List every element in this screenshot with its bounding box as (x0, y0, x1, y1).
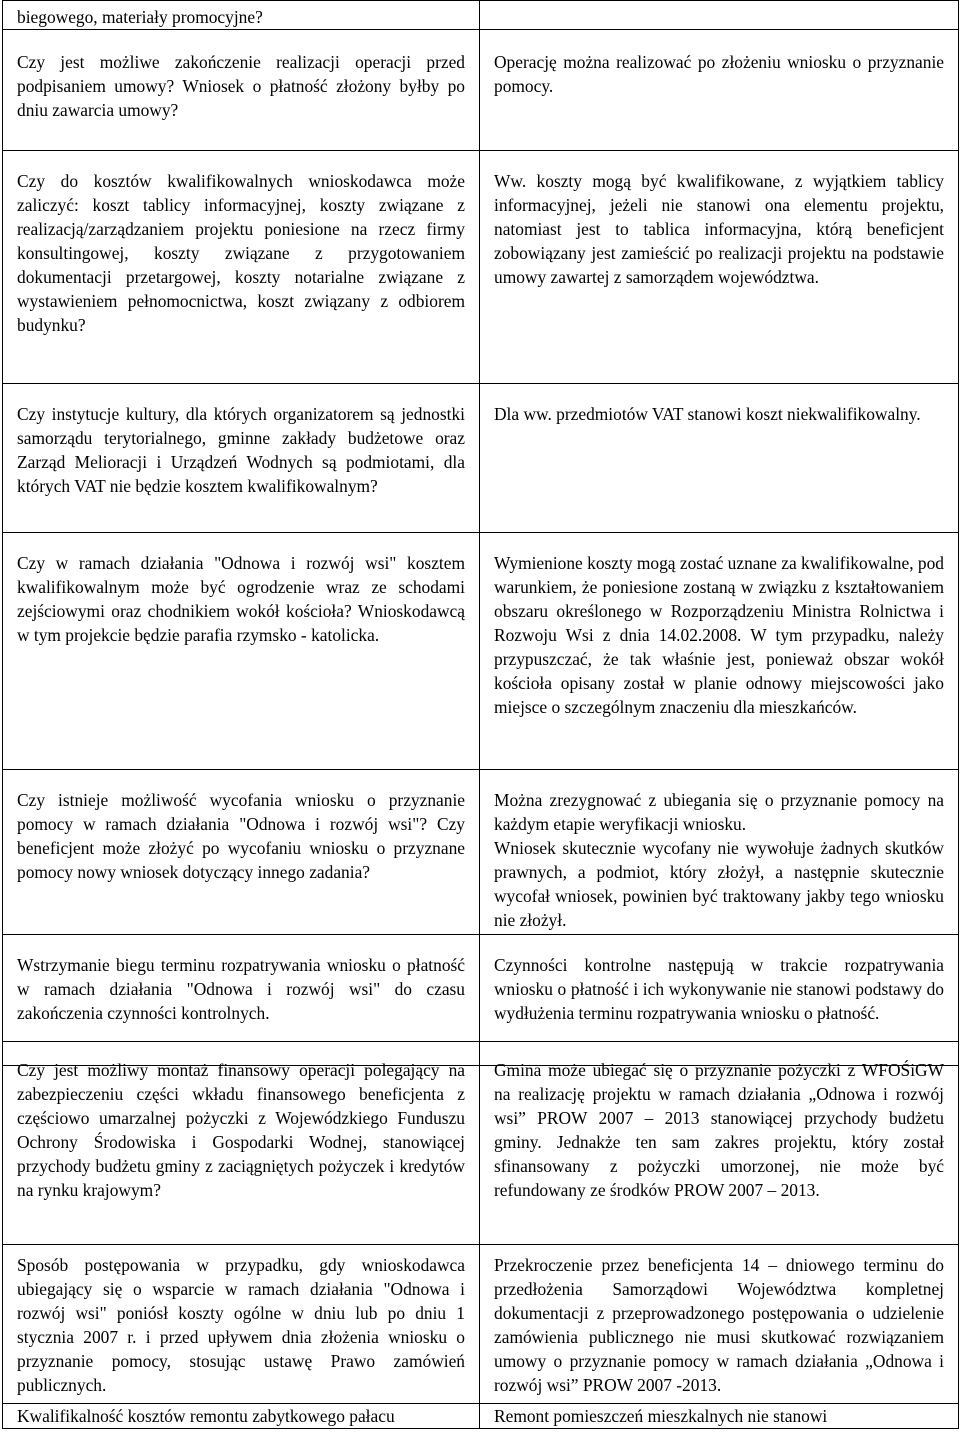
table-row (3, 30, 959, 151)
answer-text: Gmina może ubiegać się o przyznanie pożyczki z WFOŚiGW na realizację projektu w ramach działania „Odnowa i rozwój wsi” PROW 2007 – 2013 stanowiącej przychody budżetu gminy. Jednakże ten sam zakres projektu, który został sfinansowany z pożyczki umorzonej, nie może być refundowany ze środków PROW 2007 – 2013. (494, 1060, 944, 1200)
answer-text: Wymienione koszty mogą zostać uznane za kwalifikowalne, pod warunkiem, że poniesione zostaną w związku z kształtowaniem obszaru określonego w Rozporządzeniu Ministra Rolnictwa i Rozwoju Wsi z dnia 14.02.2008. W tym przypadku, należy przypuszczać, że tak właśnie jest, ponieważ obszar wokół kościoła opisany został w planie odnowy miejscowości jako miejsce o szczególnym znaczeniu dla mieszkańców. (494, 553, 944, 717)
answer-text: Operację można realizować po złożeniu wniosku o przyznanie pomocy. (494, 52, 944, 96)
answer-cell (480, 1, 959, 30)
question-text: Czy do kosztów kwalifikowalnych wnioskodawca może zaliczyć: koszt tablicy informacyjnej, koszty związane z realizacją/zarządzaniem projektu poniesione na rzecz firmy konsultingowej, koszty związane z przygotowaniem dokumentacji przetargowej, koszty notarialne związane z wystawieniem pełnomocnictwa, koszt związany z odbiorem budynku? (17, 171, 465, 335)
question-cell (3, 1404, 480, 1429)
question-cell (3, 384, 480, 533)
table-row (3, 384, 959, 533)
answer-text: Przekroczenie przez beneficjenta 14 – dniowego terminu do przedłożenia Samorządowi Województwa kompletnej dokumentacji z przeprowadzonego postępowania o udzielenie zamówienia publicznego nie musi skutkować rozwiązaniem umowy o przyznanie pomocy w ramach działania „Odnowa i rozwój wsi” PROW 2007 -2013. (494, 1255, 944, 1395)
answer-cell (480, 1404, 959, 1429)
qa-table-bottom (2, 1041, 959, 1429)
question-text: Czy jest możliwe zakończenie realizacji operacji przed podpisaniem umowy? Wniosek o płatność złożony byłby po dniu zawarcia umowy? (17, 52, 465, 120)
question-text: biegowego, materiały promocyjne? (17, 7, 263, 27)
table-row (3, 1, 959, 30)
answer-text-2: Wniosek skutecznie wycofany nie wywołuje żadnych skutków prawnych, a podmiot, który złożył, a następnie skutecznie wycofał wniosek, powinien być traktowany jakby tego wniosku nie złożył. (494, 838, 944, 930)
question-cell (3, 533, 480, 770)
answer-text: Ww. koszty mogą być kwalifikowane, z wyjątkiem tablicy informacyjnej, jeżeli nie stanowi ona elementu projektu, natomiast jest to tablica informacyjna, którą beneficjent zobowiązany jest zamieścić po realizacji projektu na podstawie umowy zawartej z samorządem województwa. (494, 171, 944, 287)
answer-cell (480, 384, 959, 533)
table-row (3, 1042, 959, 1245)
answer-cell (480, 533, 959, 770)
question-text: Sposób postępowania w przypadku, gdy wnioskodawca ubiegający się o wsparcie w ramach działania "Odnowa i rozwój wsi" poniósł koszty ogólne w dniu lub po dniu 1 stycznia 2007 r. i przed upływem dnia złożenia wniosku o przyznanie pomocy, stosując ustawę Prawo zamówień publicznych. (17, 1255, 465, 1395)
question-text: Czy instytucje kultury, dla których organizatorem są jednostki samorządu terytorialnego, gminne zakłady budżetowe oraz Zarząd Melioracji i Urządzeń Wodnych są podmiotami, dla których VAT nie będzie kosztem kwalifikowalnym? (17, 404, 465, 496)
question-cell (3, 1042, 480, 1245)
answer-text: Dla ww. przedmiotów VAT stanowi koszt niekwalifikowalny. (494, 404, 921, 424)
answer-text: Czynności kontrolne następują w trakcie rozpatrywania wniosku o płatność i ich wykonywanie nie stanowi podstawy do wydłużenia terminu rozpatrywania wniosku o płatność. (494, 955, 944, 1023)
question-text: Kwalifikalność kosztów remontu zabytkowego pałacu (17, 1406, 395, 1426)
qa-table-top (2, 0, 959, 1066)
question-text: Czy jest możliwy montaż finansowy operacji polegający na zabezpieczeniu części wkładu finansowego beneficjenta z częściowo umarzalnej pożyczki z Wojewódzkiego Funduszu Ochrony Środowiska i Gospodarki Wodnej, stanowiącej przychody budżetu gminy z zaciągniętych pożyczek i kredytów na rynku krajowym? (17, 1060, 465, 1200)
question-text: Czy w ramach działania "Odnowa i rozwój wsi" kosztem kwalifikowalnym może być ogrodzenie wraz ze schodami zejściowymi oraz chodnikiem wokół kościoła? Wnioskodawcą w tym projekcie będzie parafia rzymsko - katolicka. (17, 553, 465, 645)
answer-cell (480, 151, 959, 384)
question-cell (3, 30, 480, 151)
table-row (3, 533, 959, 770)
answer-cell (480, 1042, 959, 1245)
table-row (3, 770, 959, 935)
table-row (3, 151, 959, 384)
question-cell (3, 770, 480, 935)
answer-text: Remont pomieszczeń mieszkalnych nie stanowi (494, 1406, 828, 1426)
table-row (3, 1245, 959, 1404)
question-text: Czy istnieje możliwość wycofania wniosku o przyznanie pomocy w ramach działania "Odnowa i rozwój wsi"? Czy beneficjent może złożyć po wycofaniu wniosku o przyznane pomocy nowy wniosek dotyczący innego zadania? (17, 790, 465, 882)
answer-cell (480, 1245, 959, 1404)
question-cell (3, 151, 480, 384)
answer-cell (480, 30, 959, 151)
table-row (3, 1404, 959, 1429)
answer-cell (480, 770, 959, 935)
question-text: Wstrzymanie biegu terminu rozpatrywania wniosku o płatność w ramach działania "Odnowa i rozwój wsi" do czasu zakończenia czynności kontrolnych. (17, 955, 465, 1023)
answer-text: Można zrezygnować z ubiegania się o przyznanie pomocy na każdym etapie weryfikacji wniosku. (494, 790, 944, 834)
question-cell (3, 1245, 480, 1404)
question-cell (3, 1, 480, 30)
